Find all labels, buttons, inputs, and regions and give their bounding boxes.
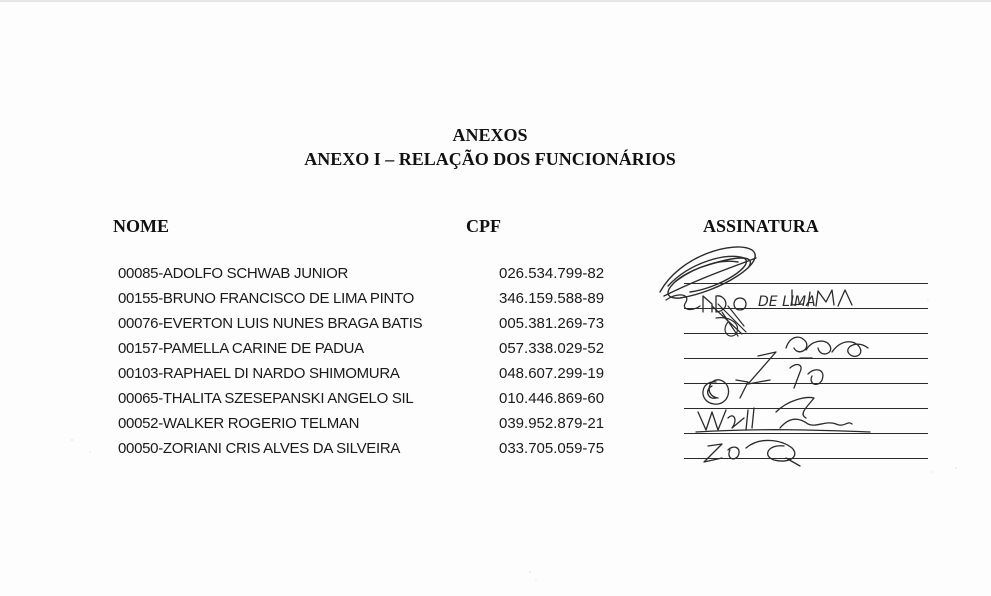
table-row [0, 313, 991, 338]
signature-line [684, 333, 928, 334]
signature-line [684, 458, 928, 459]
signature-line [684, 408, 928, 409]
table-row [0, 263, 991, 288]
employee-cpf: 005.381.269-73 [499, 315, 605, 332]
column-header-cpf: CPF [466, 216, 501, 236]
employee-name: 00050-ZORIANI CRIS ALVES DA SILVEIRA [118, 440, 401, 457]
employee-name: 00065-THALITA SZESEPANSKI ANGELO SIL [118, 390, 414, 407]
employee-name: 00052-WALKER ROGERIO TELMAN [118, 415, 360, 432]
employee-name: 00157-PAMELLA CARINE DE PADUA [118, 340, 364, 357]
employee-cpf: 026.534.799-82 [499, 265, 605, 282]
signature-line [684, 433, 928, 434]
table-row [0, 288, 991, 313]
signature-line [684, 283, 928, 284]
document-subtitle: ANEXO I – RELAÇÃO DOS FUNCIONÁRIOS [304, 149, 676, 169]
document-title-block [0, 123, 980, 171]
employee-name: 00103-RAPHAEL DI NARDO SHIMOMURA [118, 365, 400, 382]
employee-cpf: 048.607.299-19 [499, 365, 605, 382]
table-row [0, 438, 991, 463]
column-header-name: NOME [113, 216, 169, 236]
table-row [0, 338, 991, 363]
employee-cpf: 039.952.879-21 [499, 415, 605, 432]
employee-table [0, 263, 991, 463]
scan-top-edge [0, 0, 991, 2]
signature-line [684, 383, 928, 384]
employee-cpf: 033.705.059-75 [499, 440, 605, 457]
employee-cpf: 057.338.029-52 [499, 340, 605, 357]
table-row [0, 388, 991, 413]
column-header-signature: ASSINATURA [703, 216, 819, 236]
employee-name: 00085-ADOLFO SCHWAB JUNIOR [118, 265, 349, 282]
employee-name: 00076-EVERTON LUIS NUNES BRAGA BATIS [118, 315, 423, 332]
signature-line [684, 308, 928, 309]
employee-cpf: 346.159.588-89 [499, 290, 605, 307]
signature-bruno-text: DE LIMA [758, 294, 816, 310]
employee-name: 00155-BRUNO FRANCISCO DE LIMA PINTO [118, 290, 414, 307]
table-row [0, 413, 991, 438]
signature-line [684, 358, 928, 359]
document-title: ANEXOS [452, 125, 528, 145]
employee-cpf: 010.446.869-60 [499, 390, 605, 407]
table-row [0, 363, 991, 388]
